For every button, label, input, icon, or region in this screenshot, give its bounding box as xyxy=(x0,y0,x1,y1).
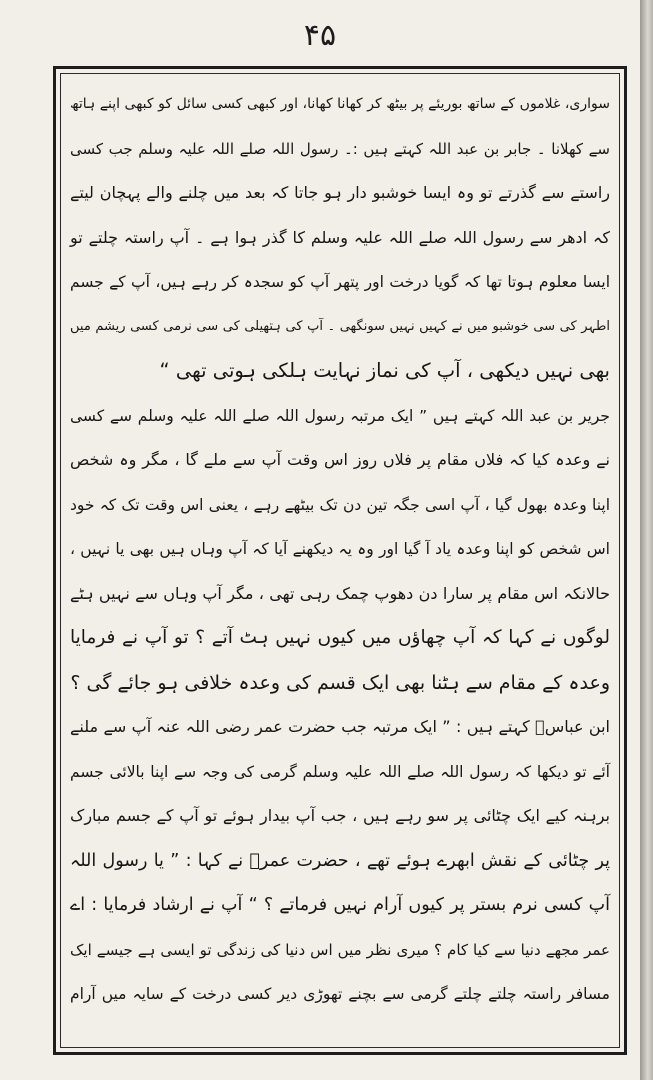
text-line: نے وعدہ کیا کہ فلاں مقام پر فلاں روز اس وقت آپ سے ملے گا ، مگر وہ شخص xyxy=(70,450,610,469)
text-line: برہنہ کیے ایک چٹائی پر سو رہے ہیں ، جب آپ بیدار ہوئے تو آپ کے جسم مبارک xyxy=(70,806,610,825)
text-line: وعدہ کے مقام سے ہٹنا بھی ایک قسم کی وعدہ خلافی ہو جائے گی ؟ xyxy=(70,671,610,694)
text-line: راستے سے گذرتے تو وہ ایسا خوشبو دار ہو جاتا کہ بعد میں چلنے والے پہچان لیتے xyxy=(70,183,610,202)
text-line: مسافر راستہ چلتے چلتے گرمی سے بچنے تھوڑی دیر کسی درخت کے سایہ میں آرام xyxy=(70,985,610,1003)
text-line: سے کھلانا ۔ جابر بن عبد اللہ کہتے ہیں :۔ رسول اللہ صلے اللہ علیہ وسلم جب کسی xyxy=(70,139,610,158)
text-line: آپ کسی نرم بستر پر کیوں آرام نہیں فرماتے ؟ “ آپ نے ارشاد فرمایا : اے xyxy=(70,895,610,915)
text-line: سواری، غلاموں کے ساتھ بوریئے پر بیٹھ کر کھانا کھانا، اور کبھی کسی سائل کو کبھی اپنے ہاتھ xyxy=(70,96,610,112)
text-line: آئے تو دیکھا کہ رسول اللہ صلے اللہ علیہ وسلم گرمی کی وجہ سے اپنا بالائی جسم xyxy=(70,762,610,781)
text-line: حالانکہ اس مقام پر سارا دن دھوپ چمک رہی تھی ، مگر آپ وہاں سے نہیں ہٹے xyxy=(70,583,610,603)
book-spine xyxy=(640,0,653,1080)
text-line: اس شخص کو اپنا وعدہ یاد آ گیا اور وہ یہ دیکھنے آیا کہ آپ وہاں ہیں بھی یا نہیں ، xyxy=(70,540,610,558)
urdu-text-body xyxy=(66,82,614,1042)
page-number: ۴۵ xyxy=(303,18,337,53)
text-line: پر چٹائی کے نقش ابھرے ہوئے تھے ، حضرت عمرؓ نے کہا : ” یا رسول اللہ xyxy=(70,850,610,871)
text-line: ابن عباسؓ کہتے ہیں : ” ایک مرتبہ جب حضرت عمر رضی اللہ عنہ آپ سے ملنے xyxy=(70,717,610,736)
text-line: اطہر کی سی خوشبو میں نے کہیں نہیں سونگھی ۔ آپ کی ہتھیلی کی سی نرمی کسی ریشم میں xyxy=(70,318,610,334)
text-line: لوگوں نے کہا کہ آپ چھاؤں میں کیوں نہیں ہٹ آتے ؟ تو آپ نے فرمایا xyxy=(70,627,610,648)
text-line: کہ ادھر سے رسول اللہ صلے اللہ علیہ وسلم کا گذر ہوا ہے ۔ آپ راستہ چلتے تو xyxy=(70,227,610,247)
text-line: جریر بن عبد اللہ کہتے ہیں ” ایک مرتبہ رسول اللہ صلے اللہ علیہ وسلم سے کسی xyxy=(70,406,610,425)
text-line: ایسا معلوم ہوتا تھا کہ گویا درخت اور پتھر آپ کو سجدہ کر رہے ہیں، آپ کے جسم xyxy=(70,273,610,291)
text-line: اپنا وعدہ بھول گیا ، آپ اسی جگہ تین دن تک بیٹھے رہے ، یعنی اس وقت تک کہ خود xyxy=(70,495,610,514)
text-line: بھی نہیں دیکھی ، آپ کی نماز نہایت ہلکی ہوتی تھی “ xyxy=(159,359,610,382)
text-line: عمر مجھے دنیا سے کیا کام ؟ میری نظر میں اس دنیا کی زندگی تو ایسی ہے جیسے ایک xyxy=(70,940,610,959)
